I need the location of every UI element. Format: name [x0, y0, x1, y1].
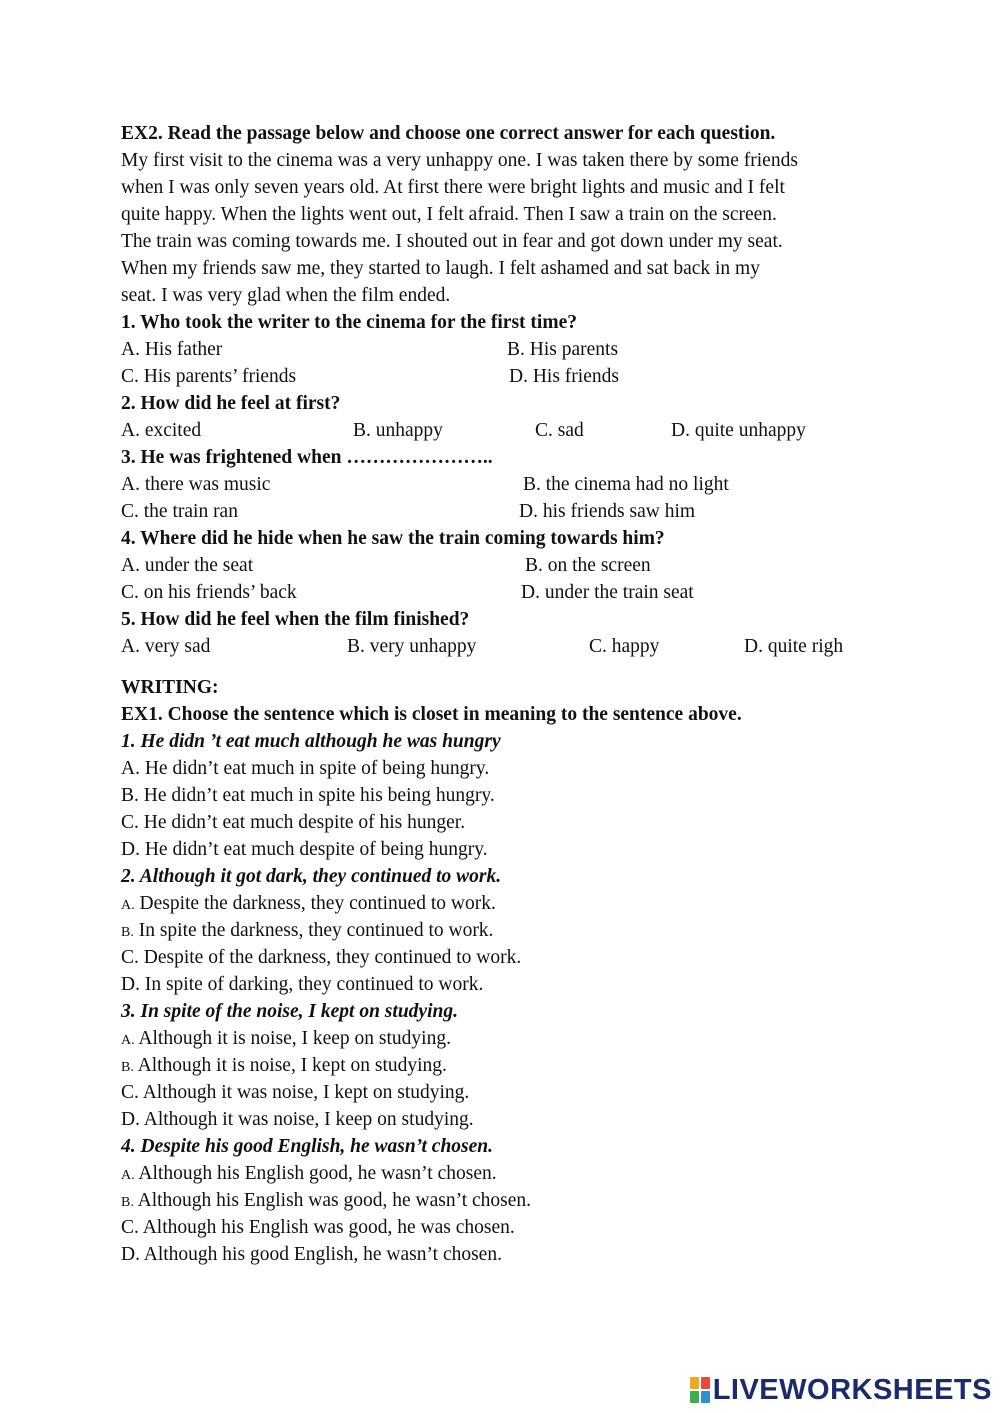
option-a[interactable]: A. under the seat [121, 555, 254, 576]
options-row [121, 471, 881, 498]
question-1: 1. Who took the writer to the cinema for the first time? [121, 312, 577, 333]
option-text: Despite of the darkness, they continued to work. [138, 947, 522, 968]
rewrite-option[interactable] [121, 971, 881, 998]
option-c[interactable]: C. the train ran [121, 501, 238, 522]
option-a[interactable]: A. very sad [121, 636, 211, 657]
rewrite-option[interactable] [121, 890, 881, 917]
rewrite-option[interactable] [121, 944, 881, 971]
option-a[interactable]: A. excited [121, 420, 202, 441]
option-d[interactable]: D. his friends saw him [519, 501, 696, 522]
ex1-title: EX1. Choose the sentence which is closet in meaning to the sentence above. [121, 704, 742, 725]
option-text: Although it was noise, I kept on studying. [138, 1082, 470, 1103]
rewrite-option[interactable] [121, 1160, 881, 1187]
option-letter: A. [121, 1168, 135, 1183]
option-letter: C. [121, 1082, 139, 1103]
passage-line: When my friends saw me, they started to laugh. I felt ashamed and sat back in my [121, 258, 760, 279]
rewrite-option[interactable] [121, 1241, 881, 1268]
rewrite-prompt-1: 1. He didn ’t eat much although he was hungry [121, 731, 501, 752]
option-letter: B. [121, 1195, 134, 1210]
rewrite-prompt-4: 4. Despite his good English, he wasn’t chosen. [121, 1136, 494, 1157]
rewrite-option[interactable] [121, 1025, 881, 1052]
option-letter: B. [121, 785, 139, 806]
option-d[interactable]: D. His friends [509, 366, 619, 387]
rewrite-option[interactable] [121, 755, 881, 782]
rewrite-prompt-3: 3. In spite of the noise, I kept on studying. [121, 1001, 458, 1022]
option-letter: A. [121, 898, 135, 913]
option-b[interactable]: B. His parents [507, 339, 619, 360]
option-letter: D. [121, 1244, 140, 1265]
option-text: In spite the darkness, they continued to work. [133, 920, 494, 941]
rewrite-option[interactable] [121, 1106, 881, 1133]
option-text: Although his English was good, he was chosen. [138, 1217, 515, 1238]
option-letter: C. [121, 1217, 139, 1238]
options-row [121, 363, 881, 390]
rewrite-prompt-2: 2. Although it got dark, they continued to work. [121, 866, 502, 887]
option-text: Although it was noise, I keep on studying. [139, 1109, 474, 1130]
option-text: Although his English good, he wasn’t chosen. [134, 1163, 497, 1184]
option-text: Although his English was good, he wasn’t chosen. [133, 1190, 532, 1211]
option-b[interactable]: B. unhappy [353, 420, 443, 441]
option-letter: B. [121, 925, 134, 940]
option-letter: C. [121, 947, 139, 968]
liveworksheets-logo[interactable] [690, 1373, 992, 1407]
option-letter: C. [121, 812, 139, 833]
question-3: 3. He was frightened when ………………….. [121, 447, 493, 468]
rewrite-option[interactable] [121, 1214, 881, 1241]
rewrite-option[interactable] [121, 1079, 881, 1106]
options-row [121, 417, 881, 444]
option-text: In spite of darking, they continued to work. [139, 974, 484, 995]
passage-line: The train was coming towards me. I shouted out in fear and got down under my seat. [121, 231, 783, 252]
options-row [121, 336, 881, 363]
option-c[interactable]: C. happy [589, 636, 660, 657]
option-text: He didn’t eat much despite of being hungry. [139, 839, 488, 860]
option-letter: D. [121, 1109, 140, 1130]
options-row [121, 579, 881, 606]
options-row [121, 633, 881, 660]
option-c[interactable]: C. sad [535, 420, 584, 441]
option-b[interactable]: B. the cinema had no light [523, 474, 729, 495]
option-a[interactable]: A. there was music [121, 474, 271, 495]
rewrite-option[interactable] [121, 917, 881, 944]
option-d[interactable]: D. quite unhappy [671, 420, 806, 441]
option-text: Although it is noise, I kept on studying. [133, 1055, 447, 1076]
option-b[interactable]: B. very unhappy [347, 636, 477, 657]
ex2-title: EX2. Read the passage below and choose one correct answer for each question. [121, 123, 776, 144]
logo-text: LIVEWORKSHEETS [712, 1373, 992, 1406]
worksheet-page [121, 120, 881, 1268]
question-5: 5. How did he feel when the film finished? [121, 609, 470, 630]
option-text: Although it is noise, I keep on studying. [134, 1028, 451, 1049]
passage-line: when I was only seven years old. At first there were bright lights and music and I felt [121, 177, 785, 198]
option-b[interactable]: B. on the screen [525, 555, 651, 576]
options-row [121, 552, 881, 579]
option-text: He didn’t eat much in spite of being hungry. [139, 758, 490, 779]
option-c[interactable]: C. His parents’ friends [121, 366, 297, 387]
passage-line: quite happy. When the lights went out, I felt afraid. Then I saw a train on the screen. [121, 204, 777, 225]
option-a[interactable]: A. His father [121, 339, 223, 360]
option-letter: A. [121, 758, 140, 779]
option-c[interactable]: C. on his friends’ back [121, 582, 297, 603]
question-2: 2. How did he feel at first? [121, 393, 341, 414]
option-letter: B. [121, 1060, 134, 1075]
rewrite-option[interactable] [121, 1052, 881, 1079]
option-text: Despite the darkness, they continued to work. [134, 893, 496, 914]
option-letter: D. [121, 974, 140, 995]
rewrite-option[interactable] [121, 1187, 881, 1214]
options-row [121, 498, 881, 525]
passage-line: seat. I was very glad when the film ended. [121, 285, 451, 306]
question-4: 4. Where did he hide when he saw the train coming towards him? [121, 528, 665, 549]
option-d[interactable]: D. quite righ [744, 636, 844, 657]
option-d[interactable]: D. under the train seat [521, 582, 694, 603]
logo-mark-icon [690, 1377, 710, 1403]
option-text: He didn’t eat much in spite his being hungry. [138, 785, 495, 806]
passage-line: My first visit to the cinema was a very unhappy one. I was taken there by some friends [121, 150, 798, 171]
rewrite-option[interactable] [121, 782, 881, 809]
option-letter: A. [121, 1033, 135, 1048]
option-text: He didn’t eat much despite of his hunger. [138, 812, 466, 833]
option-text: Although his good English, he wasn’t chosen. [139, 1244, 502, 1265]
rewrite-option[interactable] [121, 809, 881, 836]
writing-heading: WRITING: [121, 677, 219, 698]
option-letter: D. [121, 839, 140, 860]
reading-passage [121, 147, 881, 309]
rewrite-option[interactable] [121, 836, 881, 863]
